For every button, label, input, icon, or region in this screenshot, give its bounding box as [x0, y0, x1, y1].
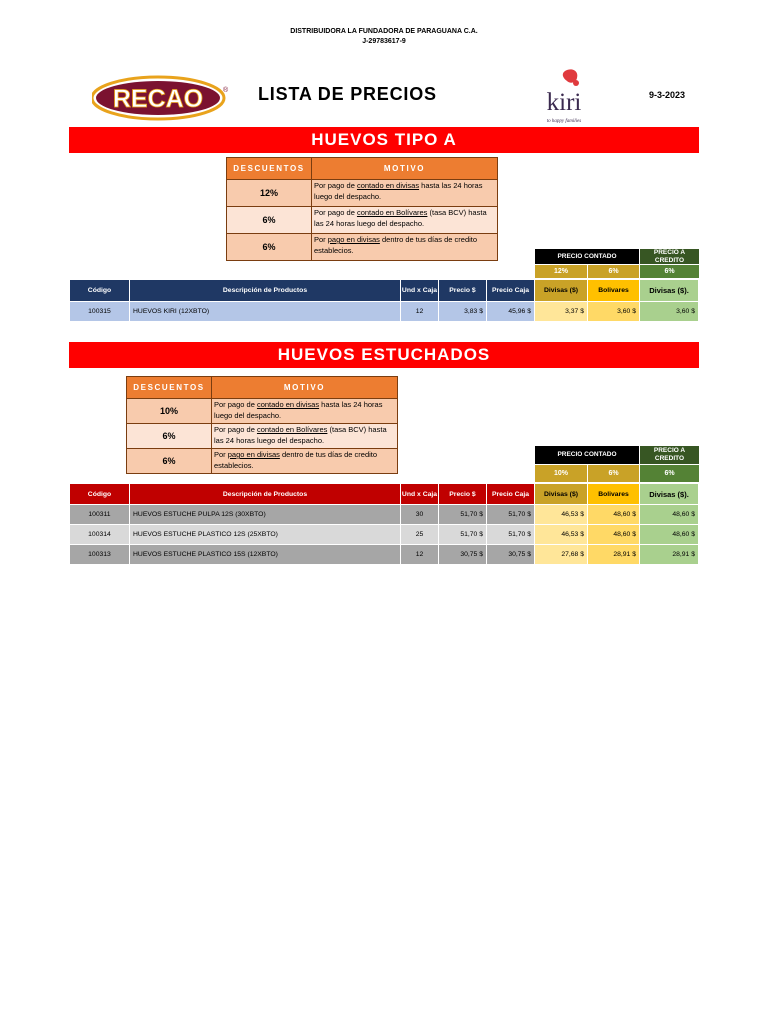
col-motivo: MOTIVO — [212, 377, 398, 399]
precio-credito-label: PRECIO A CREDITO — [640, 249, 699, 264]
col-und: Und x Caja — [401, 484, 439, 505]
cell-precio: 51,70 $ — [439, 505, 487, 525]
cell-bolivares: 3,60 $ — [588, 302, 640, 322]
col-descripcion: Descripción de Productos — [130, 280, 401, 302]
pct-divisas: 10% — [535, 465, 587, 482]
cell-bolivares: 28,91 $ — [588, 545, 640, 565]
discount-pct: 12% — [227, 180, 312, 207]
company-header — [0, 27, 768, 47]
cell-und: 30 — [401, 505, 439, 525]
discount-motivo: Por pago en divisas dentro de tus días de credito establecios. — [312, 234, 498, 261]
discount-pct: 6% — [127, 449, 212, 474]
section1-products-table — [69, 279, 699, 322]
discount-motivo: Por pago en divisas dentro de tus días de credito establecios. — [212, 449, 398, 474]
cell-descripcion: HUEVOS KIRI (12XBTO) — [130, 302, 401, 322]
cell-credito: 48,60 $ — [640, 525, 699, 545]
table-row — [70, 505, 699, 525]
section1-discount-table — [226, 157, 498, 261]
cell-divisas: 27,68 $ — [535, 545, 588, 565]
col-descripcion: Descripción de Productos — [130, 484, 401, 505]
cell-codigo: 100315 — [70, 302, 130, 322]
pct-bolivares: 6% — [588, 265, 639, 278]
discount-motivo: Por pago de contado en Bolívares (tasa BCV) hasta las 24 horas luego del despacho. — [212, 424, 398, 449]
cell-und: 12 — [401, 302, 439, 322]
kiri-logo-text: kiri — [546, 89, 582, 116]
col-codigo: Código — [70, 280, 130, 302]
cell-credito: 3,60 $ — [640, 302, 699, 322]
cell-und: 12 — [401, 545, 439, 565]
section1-title: HUEVOS TIPO A — [69, 127, 699, 153]
discount-row — [127, 399, 398, 424]
col-motivo: MOTIVO — [312, 158, 498, 180]
pct-credito: 6% — [640, 465, 699, 482]
col-precio-caja: Precio Caja — [487, 484, 535, 505]
discount-row — [227, 180, 498, 207]
svg-text:®: ® — [223, 87, 229, 94]
cell-precio-caja: 51,70 $ — [487, 525, 535, 545]
table-row — [70, 525, 699, 545]
precio-credito-label: PRECIO A CREDITO — [640, 446, 699, 464]
discount-pct: 6% — [227, 234, 312, 261]
discount-row — [227, 207, 498, 234]
col-precio: Precio $ — [439, 280, 487, 302]
pct-divisas: 12% — [535, 265, 587, 278]
section2-products-table — [69, 483, 699, 565]
cell-bolivares: 48,60 $ — [588, 525, 640, 545]
recao-logo-text: RECAO — [112, 85, 204, 113]
col-divisas: Divisas ($) — [535, 280, 588, 302]
discount-motivo: Por pago de contado en divisas hasta las 24 horas luego del despacho. — [312, 180, 498, 207]
discount-row — [127, 424, 398, 449]
col-credito: Divisas ($). — [640, 484, 699, 505]
col-divisas: Divisas ($) — [535, 484, 588, 505]
table-row — [70, 545, 699, 565]
discount-pct: 6% — [227, 207, 312, 234]
cell-precio-caja: 51,70 $ — [487, 505, 535, 525]
kiri-logo — [532, 65, 596, 125]
cell-codigo: 100313 — [70, 545, 130, 565]
col-codigo: Código — [70, 484, 130, 505]
col-precio: Precio $ — [439, 484, 487, 505]
cell-precio-caja: 45,96 $ — [487, 302, 535, 322]
cell-precio: 30,75 $ — [439, 545, 487, 565]
section2-title: HUEVOS ESTUCHADOS — [69, 342, 699, 368]
col-bolivares: Bolivares — [588, 280, 640, 302]
page-title: LISTA DE PRECIOS — [258, 84, 437, 104]
discount-row — [127, 449, 398, 474]
cell-precio: 3,83 $ — [439, 302, 487, 322]
cell-und: 25 — [401, 525, 439, 545]
discount-motivo: Por pago de contado en divisas hasta las 24 horas luego del despacho. — [212, 399, 398, 424]
cell-descripcion: HUEVOS ESTUCHE PLASTICO 15S (12XBTO) — [130, 545, 401, 565]
document-date: 9-3-2023 — [649, 90, 686, 100]
cell-credito: 28,91 $ — [640, 545, 699, 565]
precio-contado-label: PRECIO CONTADO — [535, 249, 639, 264]
pct-credito: 6% — [640, 265, 699, 278]
cell-codigo: 100311 — [70, 505, 130, 525]
recao-logo — [92, 74, 230, 122]
col-precio-caja: Precio Caja — [487, 280, 535, 302]
cell-precio-caja: 30,75 $ — [487, 545, 535, 565]
cell-bolivares: 48,60 $ — [588, 505, 640, 525]
cell-divisas: 46,53 $ — [535, 525, 588, 545]
pct-bolivares: 6% — [588, 465, 639, 482]
cell-descripcion: HUEVOS ESTUCHE PLASTICO 12S (25XBTO) — [130, 525, 401, 545]
table-row — [70, 302, 699, 322]
discount-row — [227, 234, 498, 261]
precio-contado-label: PRECIO CONTADO — [535, 446, 639, 464]
company-rif: J-29783617-9 — [362, 38, 406, 45]
discount-pct: 10% — [127, 399, 212, 424]
cell-codigo: 100314 — [70, 525, 130, 545]
col-und: Und x Caja — [401, 280, 439, 302]
cell-descripcion: HUEVOS ESTUCHE PULPA 12S (30XBTO) — [130, 505, 401, 525]
discount-pct: 6% — [127, 424, 212, 449]
cell-divisas: 3,37 $ — [535, 302, 588, 322]
cell-precio: 51,70 $ — [439, 525, 487, 545]
col-descuentos: DESCUENTOS — [227, 158, 312, 180]
col-bolivares: Bolivares — [588, 484, 640, 505]
company-name: DISTRIBUIDORA LA FUNDADORA DE PARAGUANA C.A. — [290, 28, 478, 35]
cell-credito: 48,60 $ — [640, 505, 699, 525]
section2-discount-table — [126, 376, 398, 474]
cell-divisas: 46,53 $ — [535, 505, 588, 525]
col-credito: Divisas ($). — [640, 280, 699, 302]
col-descuentos: DESCUENTOS — [127, 377, 212, 399]
discount-motivo: Por pago de contado en Bolívares (tasa BCV) hasta las 24 horas luego del despacho. — [312, 207, 498, 234]
kiri-tagline: to happy families — [546, 119, 582, 124]
